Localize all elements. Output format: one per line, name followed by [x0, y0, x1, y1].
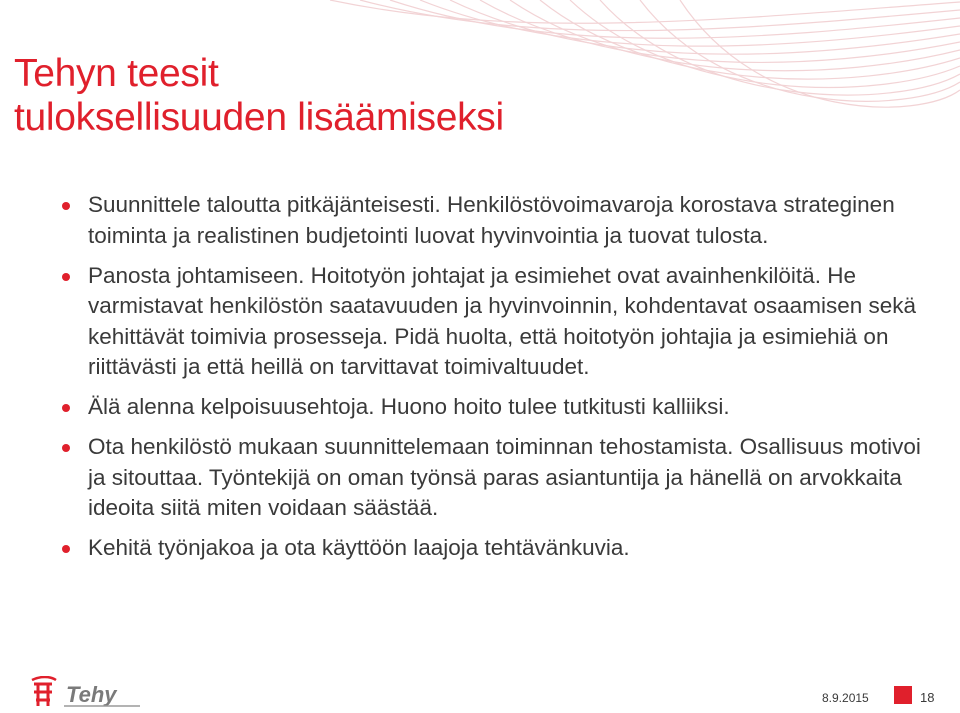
- bullet-text: Älä alenna kelpoisuusehtoja. Huono hoito tulee tutkitusti kalliiksi.: [88, 394, 730, 419]
- bullet-dot-icon: [62, 444, 70, 452]
- tehy-logo-mark-icon: [32, 677, 56, 706]
- bullet-item: [52, 190, 932, 251]
- bullet-text: Panosta johtamiseen. Hoitotyön johtajat ja esimiehet ovat avainhenkilöitä. He varmistavat henkilöstön saatavuuden ja hyvinvoinnin, kohdentavat osaamisen sekä kehittävät toimivia prosesseja. Pidä huolta, että hoitotyön johtajia ja esimiehiä on riittävästi ja että heillä on tarvittavat toimivaltuudet.: [88, 262, 916, 379]
- bullet-text: Kehitä työnjakoa ja ota käyttöön laajoja tehtävänkuvia.: [88, 535, 630, 560]
- bullet-text: Suunnittele taloutta pitkäjänteisesti. Henkilöstövoimavaroja korostava strateginen toiminta ja realistinen budjetointi luovat hyvinvointia ja tuovat tulosta.: [88, 192, 895, 248]
- page-number: 18: [920, 690, 935, 705]
- bullet-dot-icon: [62, 202, 70, 210]
- slide-title: [14, 52, 504, 140]
- tehy-logo: [30, 676, 170, 710]
- tehy-logo-text: Tehy: [66, 682, 117, 707]
- bullet-item: [52, 261, 932, 383]
- bullet-list: [52, 190, 932, 573]
- bullet-item: [52, 392, 932, 423]
- bullet-text: Ota henkilöstö mukaan suunnittelemaan toiminnan tehostamista. Osallisuus motivoi ja sitouttaa. Työntekijä on oman työnsä paras asiantuntija ja hänellä on arvokkaita ideoita siitä miten voidaan säästää.: [88, 434, 921, 520]
- footer-accent-square: [894, 686, 912, 704]
- footer-date: 8.9.2015: [822, 691, 869, 705]
- bullet-item: [52, 533, 932, 564]
- bullet-item: [52, 432, 932, 524]
- bullet-dot-icon: [62, 404, 70, 412]
- title-line-2: tuloksellisuuden lisäämiseksi: [14, 96, 504, 139]
- bullet-dot-icon: [62, 545, 70, 553]
- title-line-1: Tehyn teesit: [14, 52, 219, 95]
- bullet-dot-icon: [62, 273, 70, 281]
